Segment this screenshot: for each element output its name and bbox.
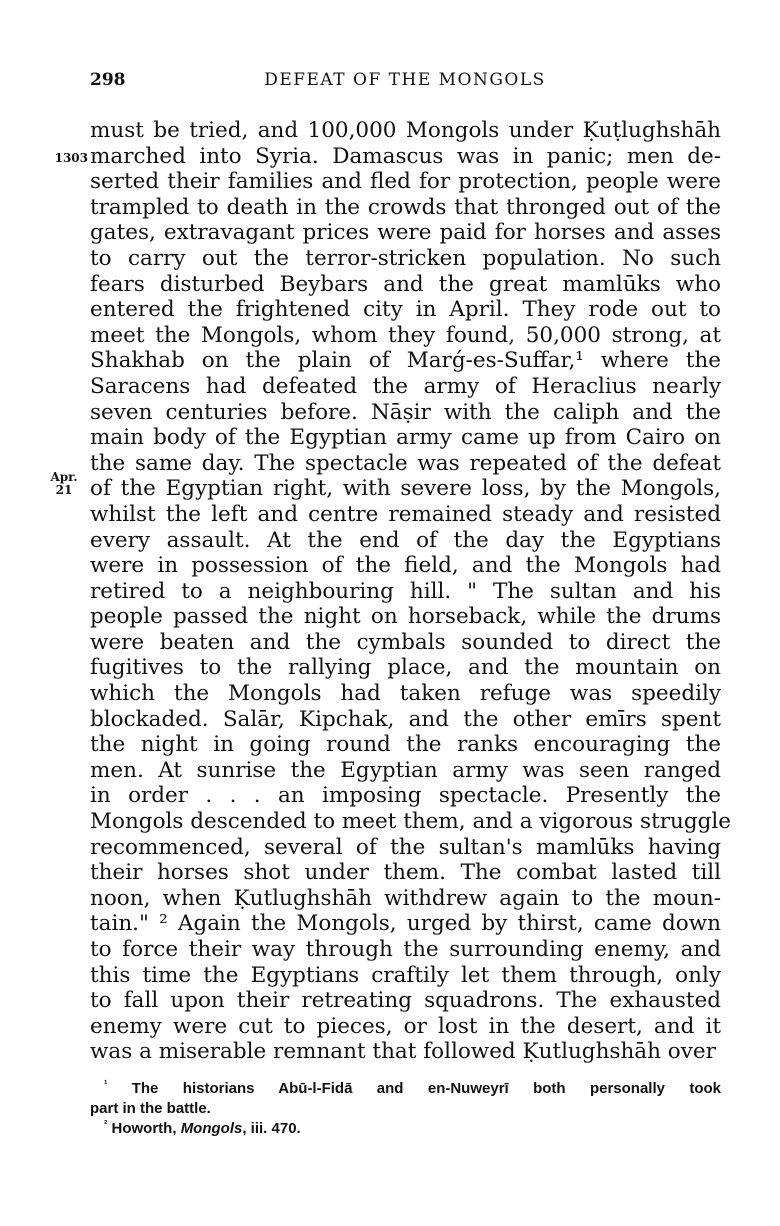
text-line: men. At sunrise the Egyptian army was seen ranged xyxy=(90,757,721,783)
text-line: to fall upon their retreating squadrons. The exhausted xyxy=(90,988,721,1014)
text-line: their horses shot under them. The combat lasted till xyxy=(90,860,721,886)
text-line: whilst the left and centre remained steady and resisted xyxy=(90,501,721,527)
footnote-1-line-1: The historians Abū-l-Fidā and en-Nuweyrī both personally took xyxy=(131,1080,722,1097)
text-line: were beaten and the cymbals sounded to direct the xyxy=(90,629,721,655)
footnote-2-title: Mongols xyxy=(180,1120,243,1137)
text-line: to carry out the terror-stricken population. No such xyxy=(90,245,721,271)
text-line: tain." ² Again the Mongols, urged by thirst, came down xyxy=(90,911,721,937)
text-line: must be tried, and 100,000 Mongols under Ḳuṭlughshāh xyxy=(90,118,721,143)
running-title: DEFEAT OF THE MONGOLS xyxy=(264,70,546,90)
text-line: marched into Syria. Damascus was in panic; men de- xyxy=(90,143,721,169)
text-line: in order . . . an imposing spectacle. Presently the xyxy=(90,783,721,809)
text-line: main body of the Egyptian army came up from Cairo on xyxy=(90,425,721,451)
margin-note-year: 1303 xyxy=(54,151,88,165)
footnote-1 xyxy=(90,1079,721,1099)
text-line: which the Mongols had taken refuge was speedily xyxy=(90,681,721,707)
footnote-2-marker: ² xyxy=(104,1119,108,1130)
text-line: people passed the night on horseback, while the drums xyxy=(90,604,721,630)
footnotes xyxy=(90,1079,721,1139)
footnote-1-continuation: part in the battle. xyxy=(90,1100,211,1117)
text-line: Mongols descended to meet them, and a vigorous struggle xyxy=(90,809,731,835)
text-line: seven centuries before. Nāṣir with the caliph and the xyxy=(90,399,721,425)
text-line: this time the Egyptians craftily let them through, only xyxy=(90,962,721,988)
text-line: fugitives to the rallying place, and the mountain on xyxy=(90,655,721,681)
text-line: the night in going round the ranks encouraging the xyxy=(90,732,721,758)
margin-note-month: Apr. xyxy=(50,470,78,484)
text-line: of the Egyptian right, with severe loss, by the Mongols, xyxy=(90,476,721,502)
text-line: recommenced, several of the sultan's mamlūks having xyxy=(90,834,721,860)
margin-note-day: 21 xyxy=(55,483,73,497)
text-line: trampled to death in the crowds that thronged out of the xyxy=(90,194,721,220)
text-line: retired to a neighbouring hill. " The sultan and his xyxy=(90,578,721,604)
text-line: enemy were cut to pieces, or lost in the desert, and it xyxy=(90,1013,721,1039)
footnote-1-marker: ¹ xyxy=(104,1079,108,1090)
footnote-2-author: Howorth, xyxy=(111,1120,177,1137)
text-line: every assault. At the end of the day the Egyptians xyxy=(90,527,721,553)
footnote-2-reference: , iii. 470. xyxy=(242,1120,301,1137)
margin-note-date xyxy=(46,471,82,497)
text-line: serted their families and fled for protection, people were xyxy=(90,169,721,195)
text-line: Shakhab on the plain of Marǵ-es-Suffar,¹ where the xyxy=(90,348,721,374)
page-header xyxy=(90,70,720,100)
text-line: entered the frightened city in April. They rode out to xyxy=(90,297,721,323)
text-line: gates, extravagant prices were paid for horses and asses xyxy=(90,220,721,246)
text-line: was a miserable remnant that followed Ḳutlughshāh over xyxy=(90,1039,716,1065)
footnote-2 xyxy=(90,1119,721,1139)
text-line: the same day. The spectacle was repeated of the defeat xyxy=(90,450,721,476)
text-line: were in possession of the field, and the Mongols had xyxy=(90,553,721,579)
page-number: 298 xyxy=(90,70,126,90)
text-line: to force their way through the surrounding enemy, and xyxy=(90,937,721,962)
text-line: noon, when Ḳutlughshāh withdrew again to the moun- xyxy=(90,885,721,911)
text-line: fears disturbed Beybars and the great mamlūks who xyxy=(90,271,721,297)
text-line: meet the Mongols, whom they found, 50,000 strong, at xyxy=(90,322,721,348)
text-line: Saracens had defeated the army of Heraclius nearly xyxy=(90,373,721,399)
text-line: blockaded. Salār, Kipchak, and the other emīrs spent xyxy=(90,706,721,732)
body-text xyxy=(90,118,731,1065)
